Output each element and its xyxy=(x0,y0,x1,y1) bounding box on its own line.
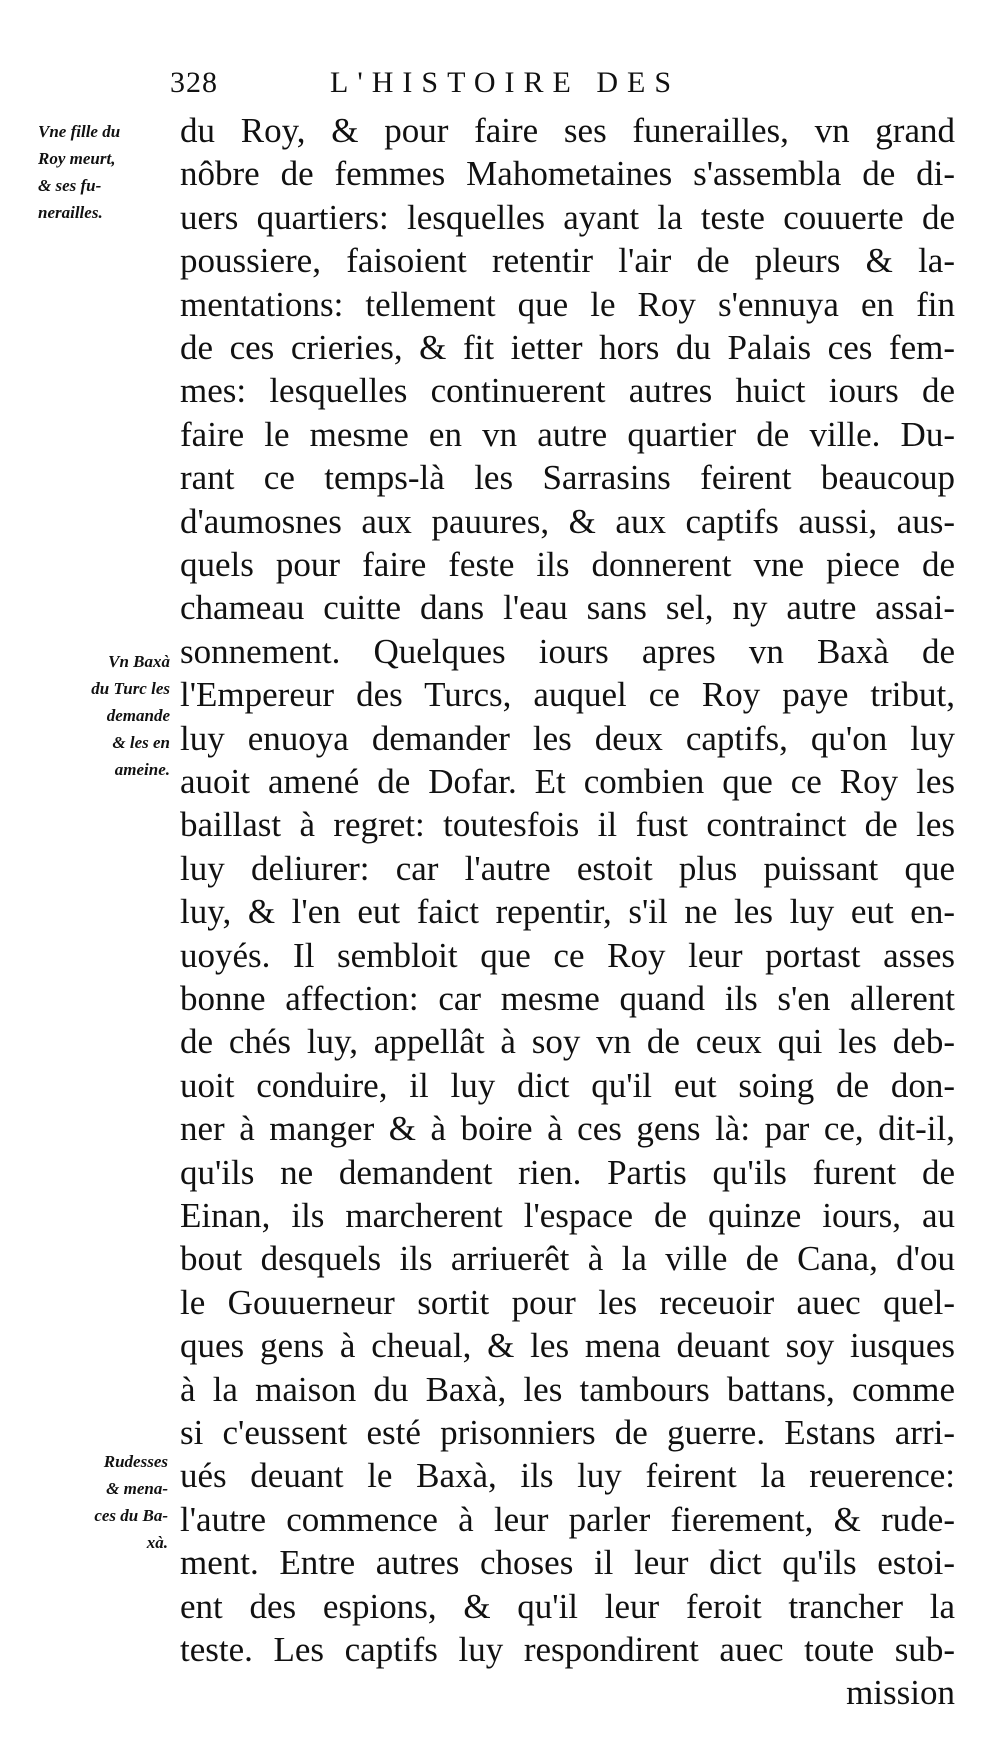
text-line: luy deliurer: car l'autre estoit plus puissant que xyxy=(180,848,955,888)
text-line: ques gens à cheual, & les mena deuant soy iusques xyxy=(180,1326,955,1366)
text-line: l'autre commence à leur parler fierement, & rude- xyxy=(180,1499,955,1539)
text-line: uoyés. Il sembloit que ce Roy leur portast asses xyxy=(180,935,955,975)
text-line: poussiere, faisoient retentir l'air de pleurs & la- xyxy=(180,241,955,281)
text-line: si c'eussent esté prisonniers de guerre. Estans arri- xyxy=(180,1413,955,1452)
margin-note-line: & mena- xyxy=(106,1479,168,1498)
margin-note-line: Roy meurt, xyxy=(38,149,116,168)
text-line: chameau cuitte dans l'eau sans sel, ny autre assai- xyxy=(180,588,955,628)
text-line: uoit conduire, il luy dict qu'il eut soing de don- xyxy=(180,1065,955,1105)
text-line: faire le mesme en vn autre quartier de ville. Du- xyxy=(180,414,955,454)
text-line: quels pour faire feste ils donnerent vne piece de xyxy=(180,545,955,584)
text-line: de chés luy, appellât à soy vn de ceux qui les deb- xyxy=(180,1022,955,1062)
text-line: mentations: tellement que le Roy s'ennuya en fin xyxy=(180,284,955,324)
margin-note-line: demande xyxy=(106,706,170,725)
text-line: auoit amené de Dofar. Et combien que ce Roy les xyxy=(180,762,955,801)
margin-note-baxa-threats xyxy=(38,1448,168,1556)
text-line: rant ce temps-là les Sarrasins feirent beaucoup xyxy=(180,458,955,498)
margin-note-line: Vne fille du xyxy=(38,122,121,141)
text-line: luy enuoya demander les deux captifs, qu'on luy xyxy=(180,718,955,758)
page-number: 328 xyxy=(170,66,218,99)
margin-note-line: Vn Baxà xyxy=(108,652,170,671)
text-line: nôbre de femmes Mahometaines s'assembla de di- xyxy=(180,154,955,194)
text-line: le Gouuerneur sortit pour les receuoir auec quel- xyxy=(180,1282,955,1322)
text-line: sonnement. Quelques iours apres vn Baxà de xyxy=(180,631,955,671)
margin-note-funeral xyxy=(38,118,168,226)
text-line: mes: lesquelles continuerent autres huict iours de xyxy=(180,371,955,411)
text-line: de ces crieries, & fit ietter hors du Palais ces fem- xyxy=(180,328,955,367)
text-line: baillast à regret: toutesfois il fust contrainct de les xyxy=(180,805,955,845)
text-line: ués deuant le Baxà, ils luy feirent la reuerence: xyxy=(180,1456,955,1496)
text-line: teste. Les captifs luy respondirent auec toute sub- xyxy=(180,1630,955,1669)
text-line: luy, & l'en eut faict repentir, s'il ne les luy eut en- xyxy=(180,892,955,932)
margin-note-line: ces du Ba- xyxy=(94,1506,168,1525)
margin-note-line: du Turc les xyxy=(91,679,170,698)
text-line: l'Empereur des Turcs, auquel ce Roy paye tribut, xyxy=(180,675,955,715)
margin-note-line: & ses fu- xyxy=(38,176,102,195)
text-line: d'aumosnes aux pauures, & aux captifs aussi, aus- xyxy=(180,501,955,541)
margin-note-line: ameine. xyxy=(114,760,170,779)
margin-note-line: nerailles. xyxy=(38,203,103,222)
running-title: L'HISTOIRE DES xyxy=(330,66,681,99)
text-line: qu'ils ne demandent rien. Partis qu'ils furent de xyxy=(180,1152,955,1192)
text-line: bonne affection: car mesme quand ils s'en allerent xyxy=(180,979,955,1018)
text-line: ment. Entre autres choses il leur dict qu'ils estoi- xyxy=(180,1543,955,1583)
text-line: Einan, ils marcherent l'espace de quinze iours, au xyxy=(180,1196,955,1235)
text-line: ner à manger & à boire à ces gens là: par ce, dit-il, xyxy=(180,1109,955,1149)
text-line: à la maison du Baxà, les tambours battans, comme xyxy=(180,1369,955,1409)
text-line: ent des espions, & qu'il leur feroit trancher la xyxy=(180,1586,955,1626)
running-head xyxy=(170,66,830,106)
text-line: bout desquels ils arriuerêt à la ville de Cana, d'ou xyxy=(180,1239,955,1279)
margin-note-line: Rudesses xyxy=(103,1452,168,1471)
text-line: mission xyxy=(846,1673,955,1713)
text-line: uers quartiers: lesquelles ayant la teste couuerte de xyxy=(180,197,955,237)
margin-note-baxa-demand xyxy=(50,648,170,783)
margin-note-line: & les en xyxy=(112,733,170,752)
text-line: du Roy, & pour faire ses funerailles, vn grand xyxy=(180,111,955,150)
body-text xyxy=(180,110,955,1730)
margin-note-line: xà. xyxy=(146,1533,168,1552)
